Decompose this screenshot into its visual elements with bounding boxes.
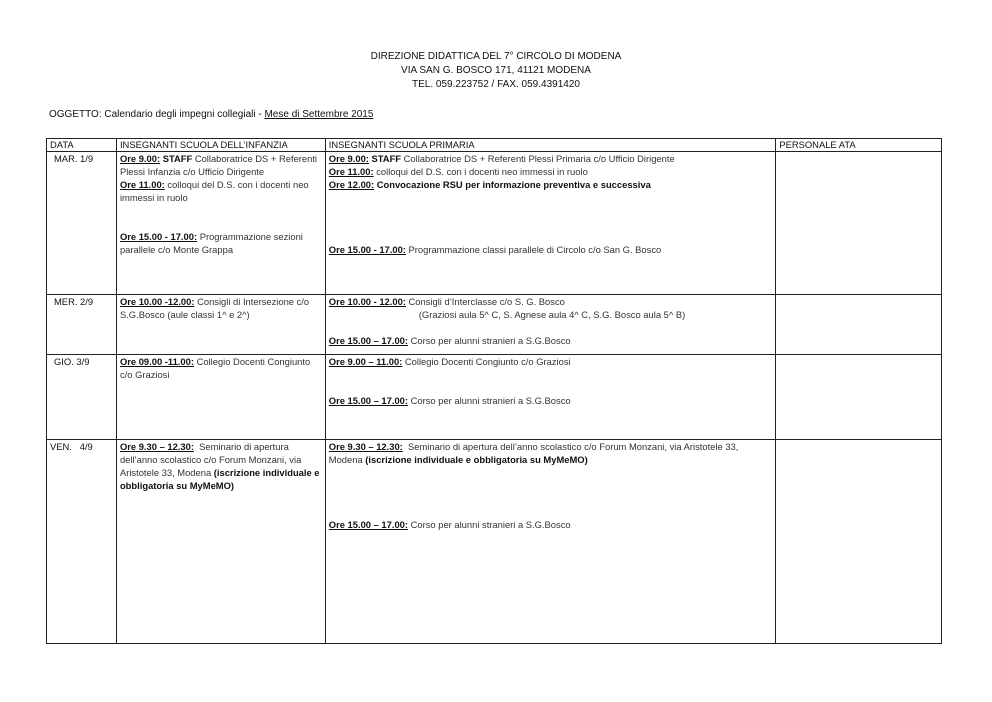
ata-cell [776,355,942,440]
subject-period: Mese di Settembre 2015 [264,109,374,120]
ata-cell [776,152,942,295]
primaria-cell: Ore 9.00 – 11.00: Collegio Docenti Congiunto c/o Graziosi Ore 15.00 – 17.00: Corso per alunni stranieri a S.G.Bosco [325,355,776,440]
primaria-cell: Ore 9.30 – 12.30: Seminario di apertura dell’anno scolastico c/o Forum Monzani, via Aristotele 33, Modena (iscrizione individuale e obbligatoria su MyMeMO) Ore 15.00 – 17.00: Corso per alunni stranieri a S.G.Bosco [325,440,776,644]
letterhead [0,50,992,92]
header-infanzia: INSEGNANTI SCUOLA DELL’INFANZIA [116,139,325,152]
primaria-cell: Ore 10.00 - 12.00: Consigli d’Interclasse c/o S. G. Bosco (Graziosi aula 5^ C, S. Agnese aula 4^ C, S.G. Bosco aula 5^ B) Ore 15.00 – 17.00: Corso per alunni stranieri a S.G.Bosco [325,295,776,355]
school-name: DIREZIONE DIDATTICA DEL 7° CIRCOLO DI MODENA [370,51,622,62]
table-row [47,355,942,440]
ata-cell [776,295,942,355]
primaria-cell: Ore 9.00: STAFF Collaboratrice DS + Referenti Plessi Primaria c/o Ufficio Dirigente Ore 11.00: colloqui del D.S. con i docenti neo immessi in ruolo Ore 12.00: Convocazione RSU per informazione preventiva e successiva Ore 15.00 - 17.00: Programmazione classi parallele di Circolo c/o San G. Bosco [325,152,776,295]
table-row [47,152,942,295]
date-cell: GIO. 3/9 [47,355,117,440]
infanzia-cell: Ore 9.30 – 12.30: Seminario di apertura dell’anno scolastico c/o Forum Monzani, via Aristotele 33, Modena (iscrizione individuale e obbligatoria su MyMeMO) [116,440,325,644]
infanzia-cell: Ore 09.00 -11.00: Collegio Docenti Congiunto c/o Graziosi [116,355,325,440]
table-row [47,440,942,644]
subject-line [49,109,373,120]
calendar-table [46,138,942,644]
table-header-row [47,139,942,152]
header-ata: PERSONALE ATA [776,139,942,152]
school-contacts: TEL. 059.223752 / FAX. 059.4391420 [412,79,580,90]
ata-cell [776,440,942,644]
header-date: DATA [47,139,117,152]
date-cell: MER. 2/9 [47,295,117,355]
table-row [47,295,942,355]
subject-label: OGGETTO: Calendario degli impegni collegiali - [49,109,265,120]
header-primaria: INSEGNANTI SCUOLA PRIMARIA [325,139,776,152]
infanzia-cell: Ore 9.00: STAFF Collaboratrice DS + Referenti Plessi Infanzia c/o Ufficio Dirigente Ore 11.00: colloqui del D.S. con i docenti neo immessi in ruolo Ore 15.00 - 17.00: Programmazione sezioni parallele c/o Monte Grappa [116,152,325,295]
date-cell: VEN. 4/9 [47,440,117,644]
infanzia-cell: Ore 10.00 -12.00: Consigli di Intersezione c/o S.G.Bosco (aule classi 1^ e 2^) [116,295,325,355]
school-address: VIA SAN G. BOSCO 171, 41121 MODENA [401,65,591,76]
date-cell: MAR. 1/9 [47,152,117,295]
